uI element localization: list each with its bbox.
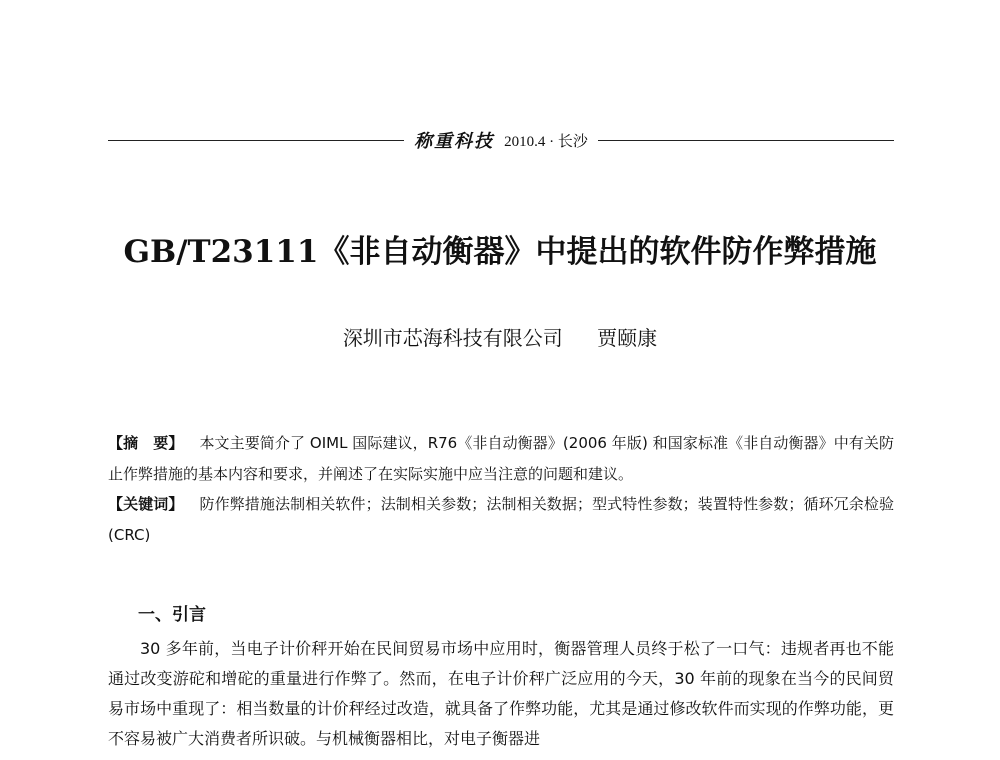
abstract-text: 本文主要简介了 OIML 国际建议，R76《非自动衡器》(2006 年版) 和国家标准《非自动衡器》中有关防止作弊措施的基本内容和要求，并阐述了在实际实施中应当注意的问题和建议。 — [108, 434, 894, 483]
journal-name: 称重科技 — [414, 131, 495, 152]
keywords-text: 防作弊措施法制相关软件；法制相关参数；法制相关数据；型式特性参数；装置特性参数；循环冗余检验 (CRC) — [108, 495, 894, 544]
keywords — [108, 489, 894, 550]
body-paragraph: 30 多年前，当电子计价秤开始在民间贸易市场中应用时，衡器管理人员终于松了一口气：违规者再也不能通过改变游砣和增砣的重量进行作弊了。然而，在电子计价秤广泛应用的今天，30 年前的现象在当今的民间贸易市场中重现了：相当数量的计价秤经过改造，就具备了作弊功能，尤其是通过修改软件而实现的作弊功能，更不容易被广大消费者所识破。与机械衡器相比，对电子衡器进 — [108, 639, 894, 748]
keywords-label: 【关键词】 — [108, 495, 184, 513]
section-heading: 一、引言 — [138, 605, 206, 625]
issue-info: 2010.4 · 长沙 — [504, 133, 588, 150]
abstract-label: 【摘 要】 — [108, 434, 184, 452]
byline — [0, 322, 1000, 351]
running-header — [108, 128, 894, 152]
author: 贾颐康 — [597, 326, 658, 350]
affiliation: 深圳市芯海科技有限公司 — [342, 326, 563, 350]
header-rule-left — [108, 140, 404, 141]
abstract-block — [108, 428, 894, 550]
article-title: GB/T23111《非自动衡器》中提出的软件防作弊措施 — [123, 234, 877, 270]
header-rule-right — [598, 140, 894, 141]
abstract — [108, 428, 894, 489]
body-text — [108, 634, 894, 754]
